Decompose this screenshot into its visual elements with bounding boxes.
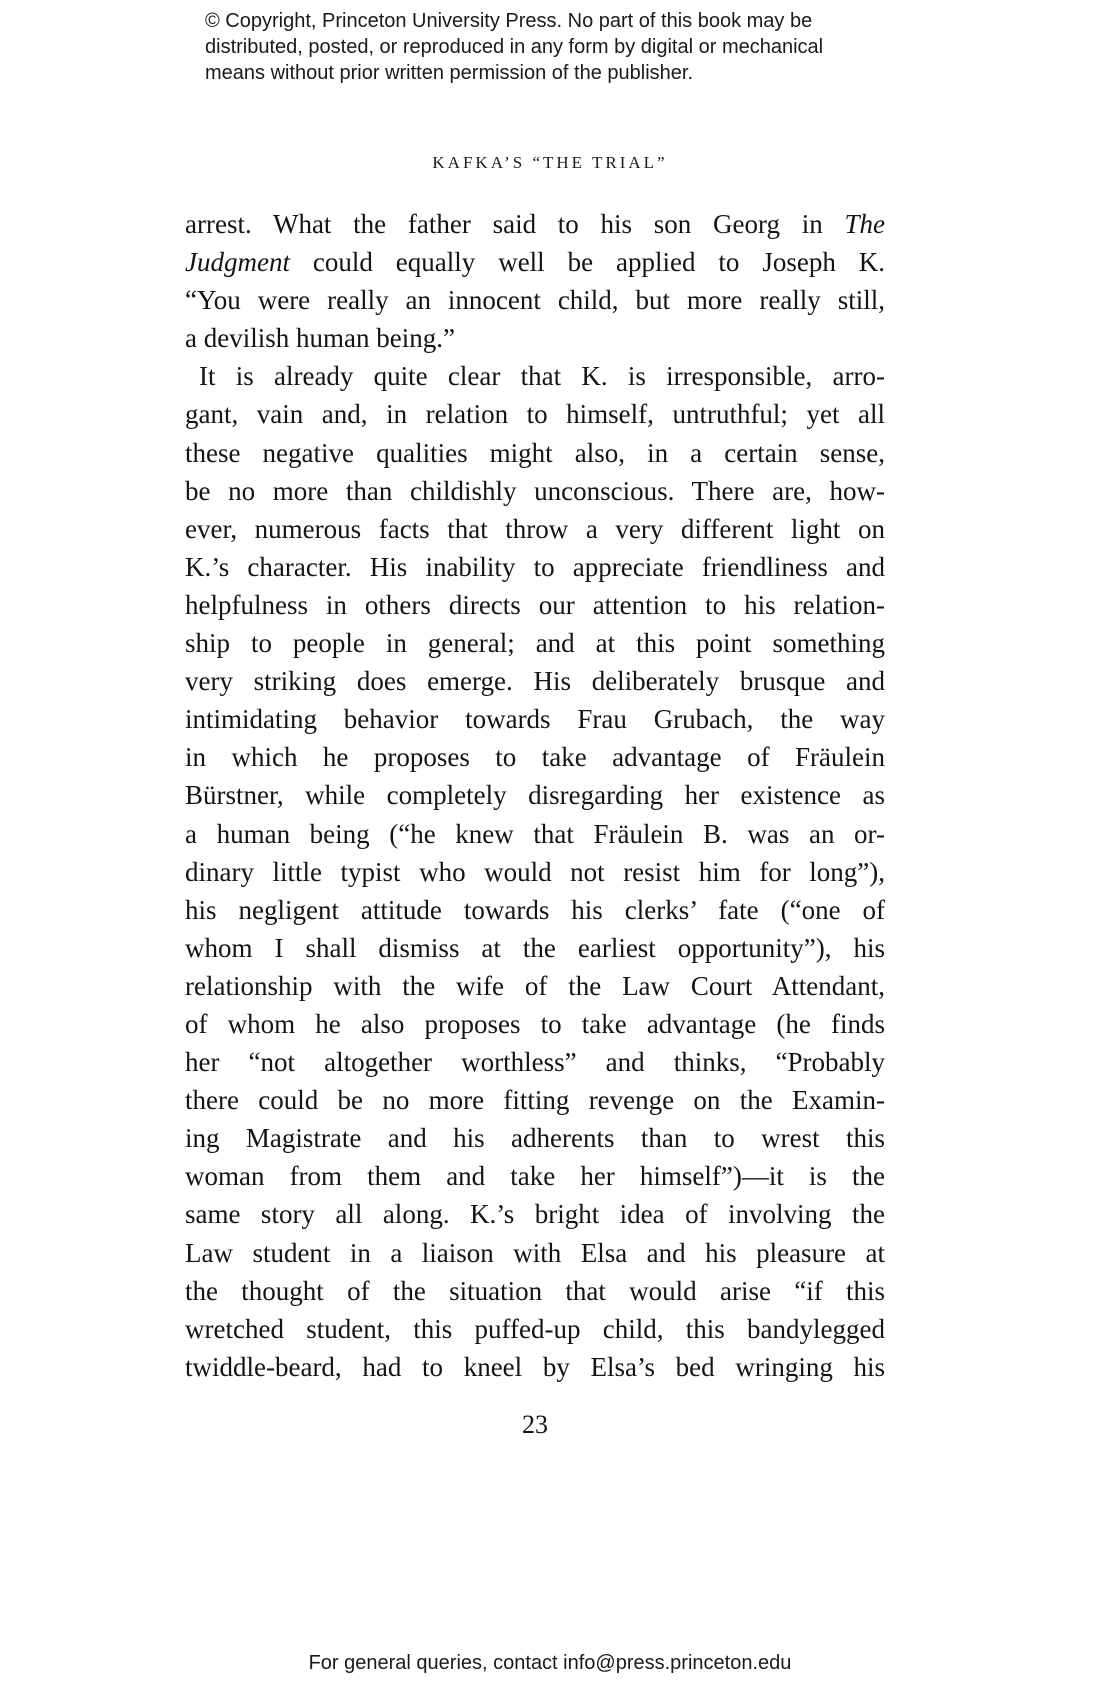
text-line: dinary little typist who would not resist him for long”), (185, 856, 885, 887)
text-line: gant, vain and, in relation to himself, untruthful; yet all (185, 399, 885, 430)
running-head: KAFKA’S “THE TRIAL” (432, 153, 668, 172)
body-text (185, 205, 885, 1386)
copyright-line: means without prior written permission of the publisher. (205, 62, 694, 84)
text-line: ing Magistrate and his adherents than to wrest this (185, 1123, 885, 1154)
text-line: wretched student, this puffed-up child, this bandylegged (185, 1313, 885, 1344)
text-line: a devilish human being.” (185, 323, 455, 354)
text-line: these negative qualities might also, in a certain sense, (185, 437, 885, 468)
text-line: ever, numerous facts that throw a very different light on (185, 513, 885, 544)
page-number: 23 (522, 1410, 548, 1439)
text-line: very striking does emerge. His deliberately brusque and (185, 666, 885, 697)
text-line: K.’s character. His inability to appreciate friendliness and (185, 551, 885, 582)
copyright-line: © Copyright, Princeton University Press. No part of this book may be (205, 10, 813, 32)
text-line: Law student in a liaison with Elsa and his pleasure at (185, 1237, 885, 1268)
text-line: arrest. What the father said to his son Georg in The (185, 209, 885, 239)
text-line: It is already quite clear that K. is irresponsible, arro- (199, 361, 885, 392)
text-line: twiddle-beard, had to kneel by Elsa’s bed wringing his (185, 1351, 885, 1382)
text-line: “You were really an innocent child, but more really still, (185, 285, 885, 316)
copyright-notice (205, 8, 925, 86)
copyright-line: distributed, posted, or reproduced in any form by digital or mechanical (205, 36, 824, 58)
text-line: whom I shall dismiss at the earliest opportunity”), his (185, 932, 885, 963)
text-line: a human being (“he knew that Fräulein B. was an or- (185, 818, 885, 849)
text-line: of whom he also proposes to take advantage (he finds (185, 1008, 885, 1039)
text-line: his negligent attitude towards his clerks’ fate (“one of (185, 894, 885, 925)
footer-contact: For general queries, contact info@press.princeton.edu (308, 1652, 792, 1674)
text-line: be no more than childishly unconscious. There are, how- (185, 475, 885, 506)
text-line: in which he proposes to take advantage of Fräulein (185, 742, 885, 773)
text-line: woman from them and take her himself”)—it is the (185, 1161, 885, 1192)
text-line: the thought of the situation that would arise “if this (185, 1275, 885, 1306)
text-line: Judgment could equally well be applied to Joseph K. (185, 247, 885, 278)
text-line: there could be no more fitting revenge on the Examin- (185, 1085, 885, 1116)
text-line: helpfulness in others directs our attention to his relation- (185, 589, 885, 620)
text-line: relationship with the wife of the Law Court Attendant, (185, 970, 885, 1001)
text-line: ship to people in general; and at this point something (185, 628, 885, 659)
text-line: her “not altogether worthless” and thinks, “Probably (185, 1047, 885, 1078)
text-line: same story all along. K.’s bright idea of involving the (185, 1199, 885, 1230)
text-line: intimidating behavior towards Frau Grubach, the way (185, 704, 885, 735)
text-line: Bürstner, while completely disregarding her existence as (185, 780, 885, 811)
